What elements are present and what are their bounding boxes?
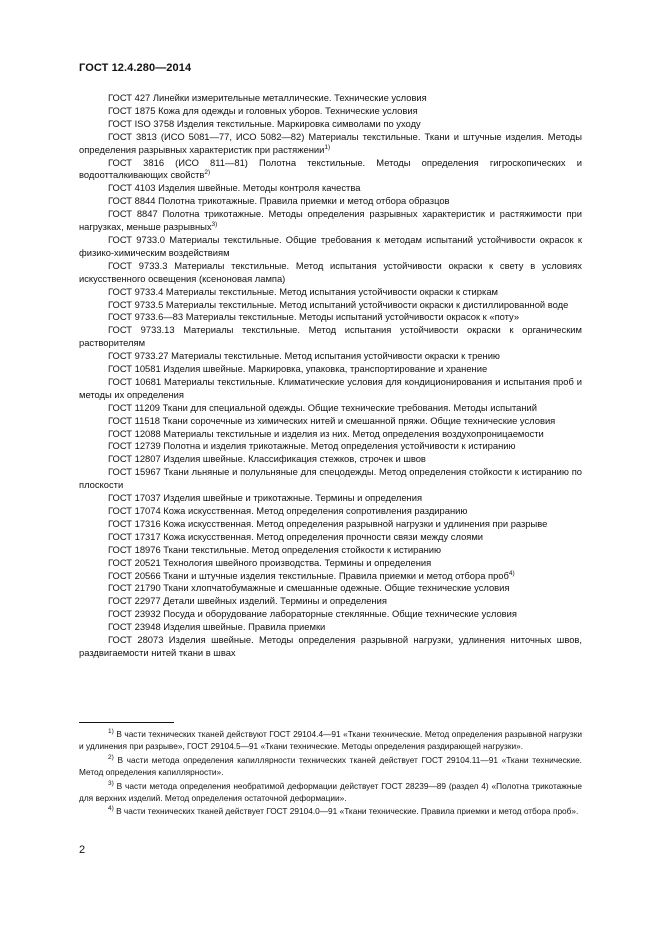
reference-item <box>79 402 582 415</box>
footnotes <box>79 728 582 819</box>
footnote-ref: 2) <box>204 169 211 177</box>
reference-item <box>79 544 582 557</box>
reference-item <box>79 466 582 492</box>
footnote-ref: 4) <box>508 569 515 577</box>
reference-item <box>79 557 582 570</box>
reference-item <box>79 376 582 402</box>
reference-item <box>79 518 582 531</box>
reference-text: ГОСТ 20566 Ткани и штучные изделия текстильные. Правила приемки и метод отбора проб <box>108 569 509 581</box>
reference-text: ГОСТ 1875 Кожа для одежды и головных уборов. Технические условия <box>108 104 418 116</box>
reference-text: ГОСТ 28073 Изделия швейные. Методы определения разрывной нагрузки, удлинения ниточных швов, раздвигаемости нитей ткани в швах <box>79 634 582 658</box>
reference-text: ГОСТ 22977 Детали швейных изделий. Термины и определения <box>108 595 387 607</box>
footnote-text: В части технических тканей действуют ГОСТ 29104.4—91 «Ткани технические. Метод определения разрывной нагрузки и удлинения при разрыве», ГОСТ 29104.5—91 «Ткани технические. Методы определения раздирающей нагрузки». <box>79 729 582 752</box>
reference-text: ГОСТ 15967 Ткани льняные и полульняные для спецодежды. Метод определения стойкости к истиранию по плоскости <box>79 466 582 491</box>
reference-text: ГОСТ 4103 Изделия швейные. Методы контроля качества <box>108 182 361 194</box>
reference-text: ГОСТ 17316 Кожа искусственная. Метод определения разрывной нагрузки и удлинения при разрыве <box>108 517 548 529</box>
footnote-text: В части метода определения необратимой деформации действует ГОСТ 28239—89 (раздел 4) «Полотна трикотажные для верхних изделий. Метод определения остаточной деформации». <box>79 780 582 804</box>
reference-item <box>79 118 582 131</box>
footnote-ref: 3) <box>211 221 218 229</box>
normative-references-list <box>79 92 582 660</box>
reference-text: ГОСТ 12807 Изделия швейные. Классификация стежков, строчек и швов <box>108 453 426 465</box>
reference-item <box>79 363 582 376</box>
reference-text: ГОСТ 18976 Ткани текстильные. Метод определения стойкости к истиранию <box>108 543 442 555</box>
reference-text: ГОСТ 9733.6—83 Материалы текстильные. Методы испытаний устойчивости окрасок к «поту» <box>108 311 520 323</box>
reference-item <box>79 195 582 208</box>
reference-text: ГОСТ ISO 3758 Изделия текстильные. Маркировка символами по уходу <box>108 117 421 129</box>
footnote-mark: 4) <box>108 805 114 813</box>
reference-item <box>79 131 582 157</box>
footnote-ref: 1) <box>324 143 331 151</box>
reference-text: ГОСТ 21790 Ткани хлопчатобумажные и смешанные одежные. Общие технические условия <box>108 582 510 594</box>
reference-text: ГОСТ 9733.4 Материалы текстильные. Метод испытания устойчивости окраски к стиркам <box>108 285 498 297</box>
reference-item <box>79 428 582 441</box>
reference-item <box>79 440 582 453</box>
reference-item <box>79 505 582 518</box>
reference-item <box>79 92 582 105</box>
reference-item <box>79 531 582 544</box>
reference-text: ГОСТ 8847 Полотна трикотажные. Методы определения разрывных характеристик и растяжимости при нагрузках, меньше разрывных <box>79 208 582 233</box>
reference-item <box>79 105 582 118</box>
reference-item <box>79 299 582 312</box>
document-header: ГОСТ 12.4.280—2014 <box>79 62 192 74</box>
reference-text: ГОСТ 427 Линейки измерительные металлические. Технические условия <box>108 92 427 103</box>
reference-item <box>79 570 582 583</box>
reference-text: ГОСТ 8844 Полотна трикотажные. Правила приемки и метод отбора образцов <box>108 195 450 207</box>
reference-text: ГОСТ 3813 (ИСО 5081—77, ИСО 5082—82) Материалы текстильные. Ткани и штучные изделия. Методы определения разрывных характеристик при растяжении <box>79 130 582 155</box>
reference-item <box>79 182 582 195</box>
reference-text: ГОСТ 23948 Изделия швейные. Правила приемки <box>108 621 326 633</box>
reference-text: ГОСТ 12739 Полотна и изделия трикотажные. Метод определения устойчивости к истиранию <box>108 440 516 452</box>
reference-item <box>79 157 582 183</box>
footnote-item <box>79 754 582 779</box>
page-number: 2 <box>79 844 86 856</box>
footnote-mark: 2) <box>108 753 114 761</box>
reference-text: ГОСТ 9733.27 Материалы текстильные. Метод испытания устойчивости окраски к трению <box>108 350 500 362</box>
reference-text: ГОСТ 9733.0 Материалы текстильные. Общие требования к методам испытаний устойчивости окрасок к физико-химическим воздействиям <box>79 233 582 258</box>
reference-item <box>79 415 582 428</box>
reference-item <box>79 608 582 621</box>
reference-text: ГОСТ 9733.3 Материалы текстильные. Метод испытания устойчивости окраски к свету в условиях искусственного освещения (ксеноновая лампа) <box>79 259 582 284</box>
reference-item <box>79 324 582 350</box>
reference-item <box>79 634 582 660</box>
reference-text: ГОСТ 17074 Кожа искусственная. Метод определения сопротивления раздиранию <box>108 505 468 516</box>
reference-text: ГОСТ 11209 Ткани для специальной одежды. Общие технические требования. Методы испытаний <box>108 401 538 413</box>
reference-text: ГОСТ 10681 Материалы текстильные. Климатические условия для кондиционирования и испытания проб и методы их определения <box>79 375 582 400</box>
reference-item <box>79 234 582 260</box>
footnote-item <box>79 728 582 753</box>
footnote-item <box>79 805 582 817</box>
reference-text: ГОСТ 17317 Кожа искусственная. Метод определения прочности связи между слоями <box>108 530 484 542</box>
reference-item <box>79 492 582 505</box>
footnote-text: В части метода определения капиллярности технических тканей действует ГОСТ 29104.11—91 «Ткани технические. Метод определения капиллярности». <box>79 754 582 778</box>
reference-item <box>79 208 582 234</box>
reference-item <box>79 260 582 286</box>
reference-text: ГОСТ 20521 Технология швейного производства. Термины и определения <box>108 556 432 568</box>
footnote-separator <box>79 722 174 723</box>
reference-text: ГОСТ 3816 (ИСО 811—81) Полотна текстильные. Методы определения гигроскопических и водоотталкивающих свойств <box>79 156 582 181</box>
reference-item <box>79 621 582 634</box>
footnote-item <box>79 780 582 805</box>
footnote-text: В части технических тканей действует ГОСТ 29104.0—91 «Ткани технические. Правила приемки и метод отбора проб». <box>116 806 579 817</box>
reference-item <box>79 286 582 299</box>
reference-item <box>79 453 582 466</box>
reference-text: ГОСТ 17037 Изделия швейные и трикотажные. Термины и определения <box>108 492 423 504</box>
reference-item <box>79 350 582 363</box>
reference-item <box>79 582 582 595</box>
reference-text: ГОСТ 12088 Материалы текстильные и изделия из них. Метод определения воздухопроницаемости <box>108 427 544 439</box>
footnote-mark: 3) <box>108 779 114 787</box>
reference-text: ГОСТ 23932 Посуда и оборудование лабораторные стеклянные. Общие технические условия <box>108 608 517 620</box>
reference-item <box>79 311 582 324</box>
reference-text: ГОСТ 9733.13 Материалы текстильные. Метод испытания устойчивости окраски к органическим растворителям <box>79 324 582 349</box>
reference-text: ГОСТ 9733.5 Материалы текстильные. Метод испытаний устойчивости окраски к дистиллированной воде <box>108 298 569 310</box>
reference-text: ГОСТ 11518 Ткани сорочечные из химических нитей и смешанной пряжи. Общие технические условия <box>108 414 556 426</box>
reference-text: ГОСТ 10581 Изделия швейные. Маркировка, упаковка, транспортирование и хранение <box>108 363 488 375</box>
footnote-mark: 1) <box>108 728 114 735</box>
reference-item <box>79 595 582 608</box>
